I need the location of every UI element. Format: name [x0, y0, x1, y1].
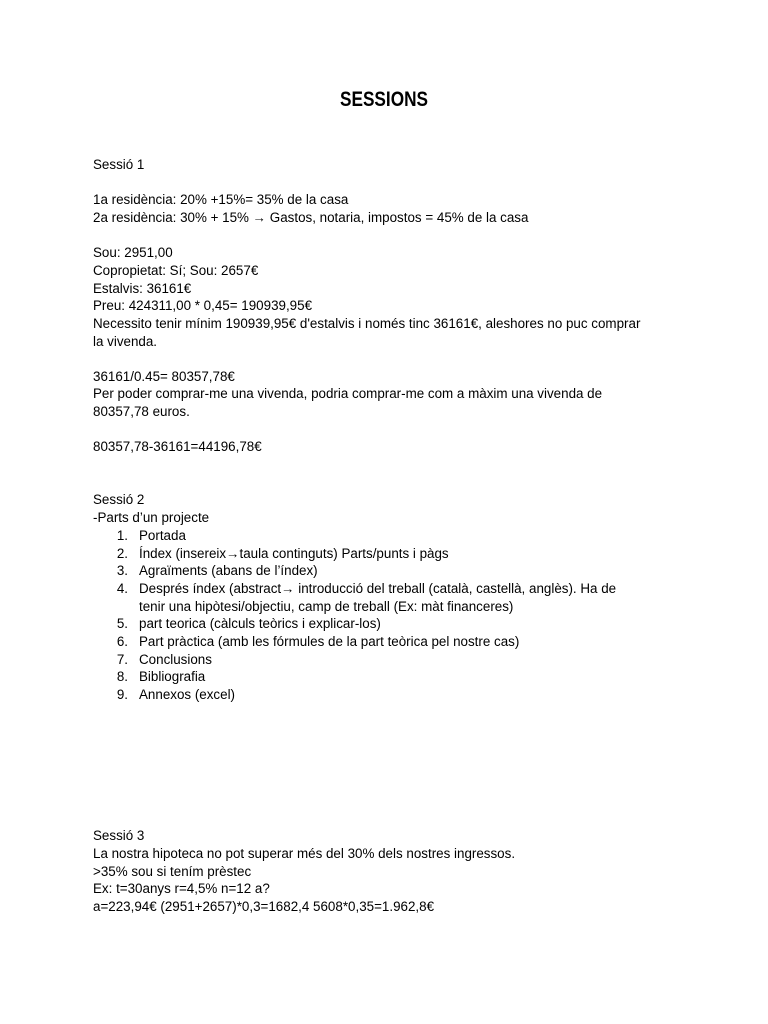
list-item-number: 3.: [116, 563, 128, 578]
text-line: La nostra hipoteca no pot superar més del 30% dels nostres ingressos.: [93, 846, 516, 861]
session-1-heading: Sessió 1: [93, 157, 145, 172]
list-item-number: 7.: [116, 652, 128, 667]
list-item-number: 8.: [116, 669, 128, 684]
text-line: la vivenda.: [93, 334, 158, 349]
text-line: 80357,78 euros.: [93, 404, 190, 419]
text-line: -Parts d’un projecte: [93, 510, 210, 525]
session-3-heading: Sessió 3: [93, 828, 145, 843]
text-line: >35% sou si tením prèstec: [93, 864, 252, 879]
session-2-heading: Sessió 2: [93, 492, 145, 507]
list-item-number: 9.: [116, 687, 128, 702]
list-item-text: Després índex (abstract→ introducció del treball (català, castellà, anglès). Ha de: [139, 581, 617, 596]
list-item-text: Índex (insereix→taula continguts) Parts/punts i pàgs: [139, 546, 449, 561]
text-line: Ex: t=30anys r=4,5% n=12 a?: [93, 881, 270, 896]
text-line: Copropietat: Sí; Sou: 2657€: [93, 263, 259, 278]
text-line: 80357,78-36161=44196,78€: [93, 439, 262, 454]
text-line: 1a residència: 20% +15%= 35% de la casa: [93, 192, 349, 207]
text-line: Estalvis: 36161€: [93, 281, 192, 296]
list-item-number: 2.: [116, 546, 128, 561]
text-line: Per poder comprar-me una vivenda, podria comprar-me com a màxim una vivenda de: [93, 386, 603, 401]
list-item-text: Annexos (excel): [139, 687, 236, 702]
list-item-number: 5.: [116, 616, 128, 631]
text-line: 36161/0.45= 80357,78€: [93, 369, 235, 384]
text-line: Preu: 424311,00 * 0,45= 190939,95€: [93, 298, 313, 313]
list-item-number: 6.: [116, 634, 128, 649]
text-line: Sou: 2951,00: [93, 245, 173, 260]
list-item-text: Agraïments (abans de l’índex): [139, 563, 318, 578]
list-item-text: Part pràctica (amb les fórmules de la part teòrica pel nostre cas): [139, 634, 520, 649]
list-item-text: Conclusions: [139, 652, 212, 667]
text-line: a=223,94€ (2951+2657)*0,3=1682,4 5608*0,35=1.962,8€: [93, 899, 435, 914]
list-item-number: 4.: [116, 581, 128, 596]
text-line: Necessito tenir mínim 190939,95€ d'estalvis i només tinc 36161€, aleshores no puc comprar: [93, 316, 641, 331]
list-item-text: part teorica (càlculs teòrics i explicar-los): [139, 616, 381, 631]
list-item-text: Bibliografia: [139, 669, 206, 684]
document-title: SESSIONS: [339, 88, 429, 111]
text-line: 2a residència: 30% + 15% → Gastos, notaria, impostos = 45% de la casa: [93, 210, 529, 225]
list-item-text: tenir una hipòtesi/objectiu, camp de treball (Ex: màt financeres): [139, 599, 514, 614]
list-item-number: 1.: [116, 528, 128, 543]
list-item-text: Portada: [139, 528, 186, 543]
